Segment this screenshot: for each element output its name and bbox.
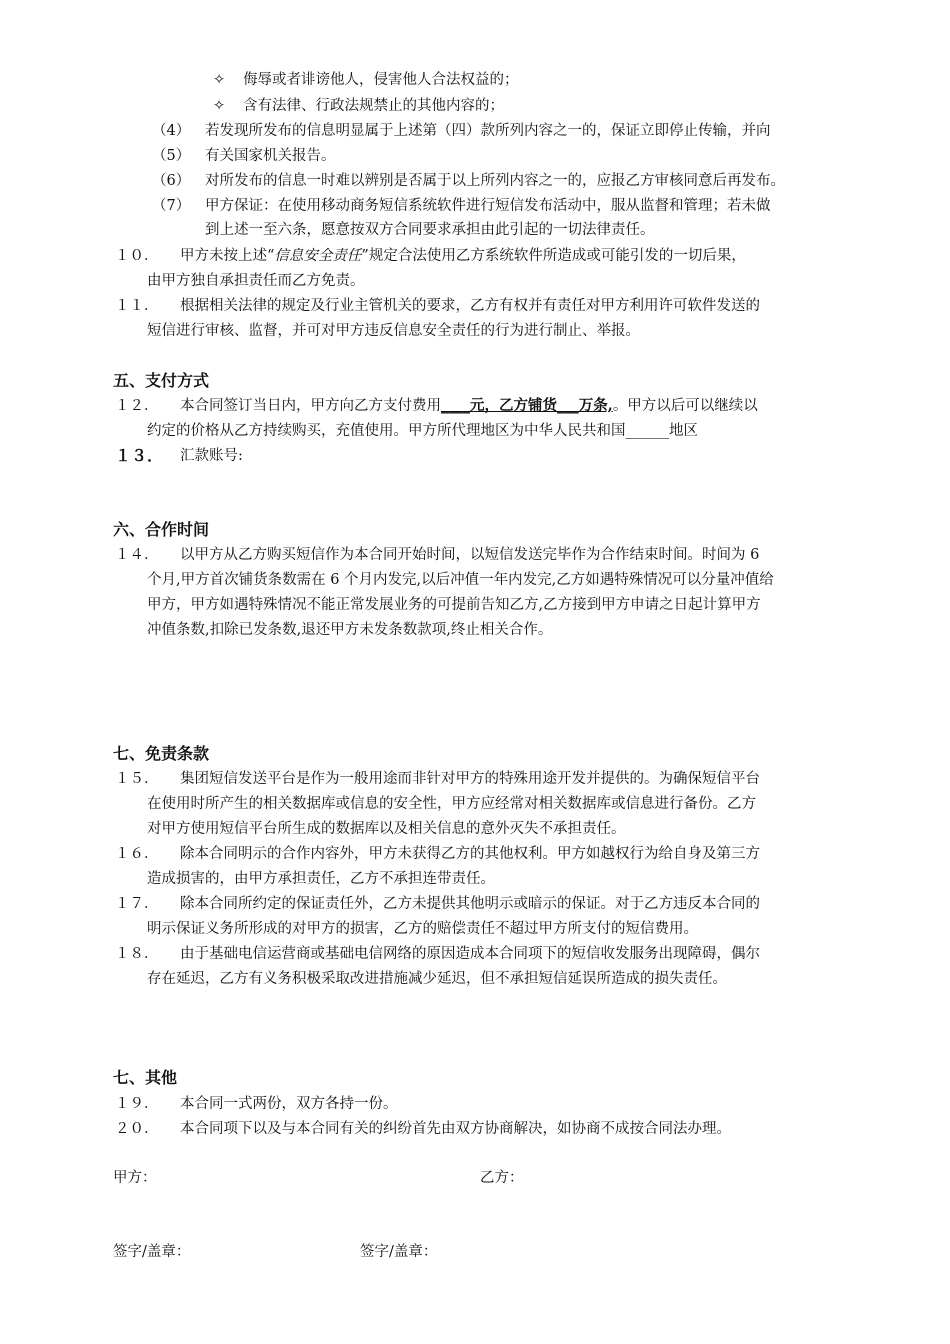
party-a-label: 甲方：: [113, 1170, 157, 1186]
diamond-bullet-icon: ✧: [213, 98, 226, 114]
section-heading: 七、其他: [113, 1068, 178, 1087]
section-heading: 七、免责条款: [113, 744, 210, 763]
clause-text: 对甲方使用短信平台所生成的数据库以及相关信息的意外灭失不承担责任。: [147, 821, 626, 837]
bullet-item: [213, 96, 504, 116]
clause-text: 存在延迟，乙方有义务积极采取改进措施减少延迟，但不承担短信延误所造成的损失责任。: [147, 971, 727, 987]
clause-number: １１．: [115, 298, 159, 314]
clause-number: １７．: [115, 896, 159, 912]
clause-text: 除本合同所约定的保证责任外，乙方未提供其他明示或暗示的保证。对于乙方违反本合同的: [180, 896, 760, 912]
clause-number: １８．: [115, 946, 159, 962]
clause-text: 集团短信发送平台是作为一般用途而非针对甲方的特殊用途开发并提供的。为确保短信平台: [180, 771, 760, 787]
clause-text: [180, 396, 758, 416]
clause-text: 冲值条数,扣除已发条数,退还甲方未发条数款项,终止相关合作。: [147, 622, 553, 638]
clause-text-part: 本合同签订当日内，甲方向乙方支付费用: [180, 398, 441, 414]
clause-number: １６．: [115, 846, 159, 862]
clause-text: 甲方，甲方如遇特殊情况不能正常发展业务的可提前告知乙方,乙方接到甲方申请之日起计算甲方: [147, 597, 761, 613]
clause-number: １２．: [115, 398, 159, 414]
clause-text: 除本合同明示的合作内容外，甲方未获得乙方的其他权利。甲方如越权行为给自身及第三方: [180, 846, 760, 862]
item-text: 甲方保证：在使用移动商务短信系统软件进行短信发布活动中，服从监督和管理；若未做: [205, 198, 771, 214]
section-heading: 六、合作时间: [113, 520, 210, 539]
party-b-label: 乙方：: [480, 1170, 524, 1186]
clause-text: 造成损害的，由甲方承担责任，乙方不承担连带责任。: [147, 871, 495, 887]
clause-number: １４．: [115, 547, 159, 563]
clause-number: １５．: [115, 771, 159, 787]
clause-text: 在使用时所产生的相关数据库或信息的安全性，甲方应经常对相关数据库或信息进行备份。乙方: [147, 796, 756, 812]
clause-text: 汇款账号:: [180, 448, 243, 464]
clause-text: 本合同一式两份，双方各持一份。: [180, 1096, 398, 1112]
section-heading: 五、支付方式: [113, 371, 210, 390]
item-number: （5）: [152, 148, 191, 164]
clause-text: 约定的价格从乙方持续购买，充值使用。甲方所代理地区为中华人民共和国______地区: [147, 423, 698, 439]
clause-text: 由于基础电信运营商或基础电信网络的原因造成本合同项下的短信收发服务出现障碍，偶尔: [180, 946, 760, 962]
item-text: 对所发布的信息一时难以辨别是否属于以上所列内容之一的，应报乙方审核同意后再发布。: [205, 173, 785, 189]
diamond-bullet-icon: ✧: [213, 72, 226, 88]
clause-number: ２０．: [115, 1121, 159, 1137]
clause-text: 本合同项下以及与本合同有关的纠纷首先由双方协商解决，如协商不成按合同法办理。: [180, 1121, 731, 1137]
clause-number: １０．: [115, 248, 159, 264]
item-text: 若发现所发布的信息明显属于上述第（四）款所列内容之一的，保证立即停止传输，并向: [205, 123, 771, 139]
clause-text: 个月,甲方首次铺货条数需在 6 个月内发完,以后冲值一年内发完,乙方如遇特殊情况可以分量冲值给: [147, 572, 774, 588]
clause-text-part: 甲方未按上述“: [180, 248, 275, 264]
item-text: 到上述一至六条，愿意按双方合同要求承担由此引起的一切法律责任。: [205, 222, 655, 238]
item-text: 有关国家机关报告。: [205, 148, 336, 164]
clause-text: 明示保证义务所形成的对甲方的损害，乙方的赔偿责任不超过甲方所支付的短信费用。: [147, 921, 698, 937]
clause-text: 由甲方独自承担责任而乙方免责。: [147, 273, 365, 289]
item-number: （7）: [152, 198, 191, 214]
clause-number: １９．: [115, 1096, 159, 1112]
fill-blank: ___万条,: [557, 397, 613, 414]
item-number: （4）: [152, 123, 191, 139]
clause-text-part: ”规定合法使用乙方系统软件所造成或可能引发的一切后果，: [361, 248, 746, 264]
clause-text: 短信进行审核、监督，并可对甲方违反信息安全责任的行为进行制止、举报。: [147, 323, 640, 339]
fill-blank: ____元，乙方铺货: [441, 397, 557, 414]
bullet-item: [213, 70, 519, 90]
clause-text: 根据相关法律的规定及行业主管机关的要求，乙方有权并有责任对甲方利用许可软件发送的: [180, 298, 760, 314]
party-b-signature-label: 签字/盖章：: [360, 1244, 438, 1260]
clause-text: [180, 246, 746, 266]
clause-text-part: 。甲方以后可以继续以: [612, 398, 758, 414]
item-number: （6）: [152, 173, 191, 189]
emphasis-text: 信息安全责任: [274, 248, 362, 264]
bullet-text: 含有法律、行政法规禁止的其他内容的；: [243, 98, 504, 114]
clause-number: １３．: [115, 446, 164, 465]
clause-text: 以甲方从乙方购买短信作为本合同开始时间，以短信发送完毕作为合作结束时间。时间为 6: [180, 547, 760, 563]
bullet-text: 侮辱或者诽谤他人，侵害他人合法权益的；: [243, 72, 519, 88]
party-a-signature-label: 签字/盖章：: [113, 1244, 191, 1260]
